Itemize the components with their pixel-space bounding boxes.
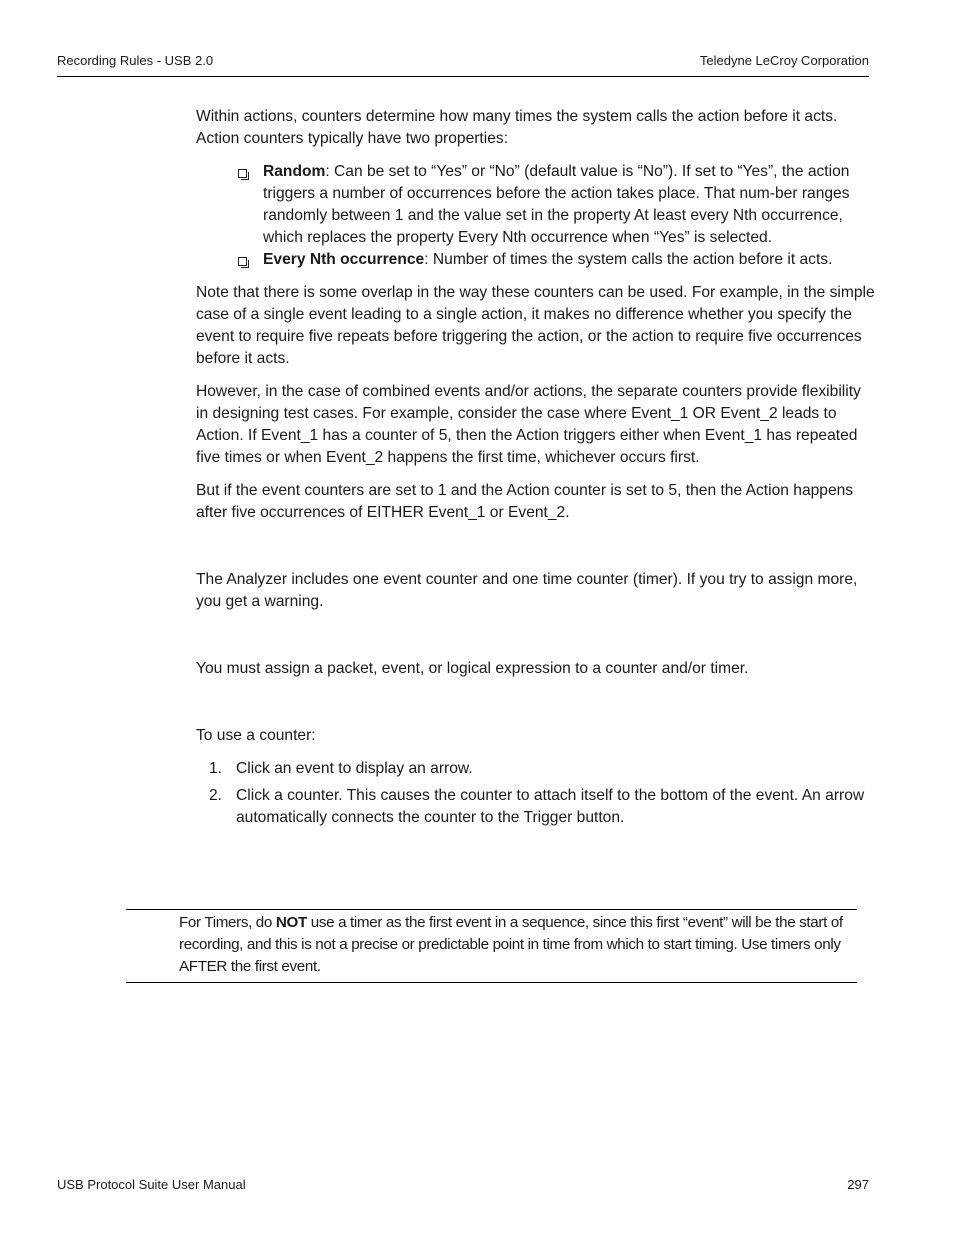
page-header — [57, 52, 869, 77]
note-text — [179, 912, 879, 978]
overlap-paragraph: Note that there is some overlap in the way these counters can be used. For example, in the simple case of a single event leading to a single action, it makes no difference whether you specify the event to require five repeats before triggering the action, or the action to require five occurrences before it acts. — [196, 284, 875, 367]
list-item — [209, 758, 876, 780]
step-text: Click an event to display an arrow. — [236, 760, 473, 777]
property-text: : Can be set to “Yes” or “No” (default value is “No”). If set to “Yes”, the action triggers a number of occurrences before the action takes place. That num-ber ranges randomly between 1 and the value set in the property At least every Nth occurrence, which replaces the property Every Nth occurrence when “Yes” is selected. — [263, 163, 850, 246]
steps-list — [196, 758, 876, 829]
properties-list — [196, 161, 876, 271]
property-text: : Number of times the system calls the action before it acts. — [424, 251, 833, 268]
note-emphasis: NOT — [275, 914, 307, 931]
assign-paragraph: You must assign a packet, event, or logical expression to a counter and/or timer. — [196, 660, 749, 677]
step-number: 2. — [209, 787, 223, 804]
either-paragraph: But if the event counters are set to 1 and the Action counter is set to 5, then the Action happens after five occurrences of EITHER Event_1 or Event_2. — [196, 482, 854, 521]
intro-paragraph: Within actions, counters determine how many times the system calls the action before it acts. Action counters typically have two properties: — [196, 108, 838, 147]
checkbox-bullet-icon — [238, 169, 247, 178]
property-term: Random — [263, 163, 326, 180]
header-company: Teledyne LeCroy Corporation — [699, 53, 869, 68]
list-item — [263, 161, 876, 249]
note-text-start: For Timers, do — [179, 914, 276, 931]
step-text: Click a counter. This causes the counter to attach itself to the bottom of the event. An arrow automatically connects the counter to the Trigger button. — [236, 787, 865, 826]
steps-intro: To use a counter: — [196, 727, 316, 744]
step-number: 1. — [209, 760, 223, 777]
analyzer-paragraph: The Analyzer includes one event counter and one time counter (timer). If you try to assign more, you get a warning. — [196, 571, 858, 610]
combined-paragraph: However, in the case of combined events and/or actions, the separate counters provide flexibility in designing test cases. For example, consider the case where Event_1 OR Event_2 leads to Action. If Event_1 has a counter of 5, then the Action triggers either when Event_1 has repeated five times or when Event_2 happens the first time, whichever occurs first. — [196, 383, 861, 466]
note-box — [126, 909, 857, 983]
page-content — [196, 106, 876, 834]
footer-manual-title: USB Protocol Suite User Manual — [57, 1177, 246, 1192]
header-section-title: Recording Rules - USB 2.0 — [57, 53, 214, 68]
list-item — [209, 785, 876, 829]
checkbox-bullet-icon — [238, 257, 247, 266]
list-item — [263, 249, 876, 271]
page-number: 297 — [847, 1177, 869, 1192]
note-text-end: use a timer as the first event in a sequence, since this first “event” will be the start of recording, and this is not a precise or predictable point in time from which to start timing. Use timers only AFTER the first event. — [179, 914, 843, 975]
property-term: Every Nth occurrence — [263, 251, 425, 268]
